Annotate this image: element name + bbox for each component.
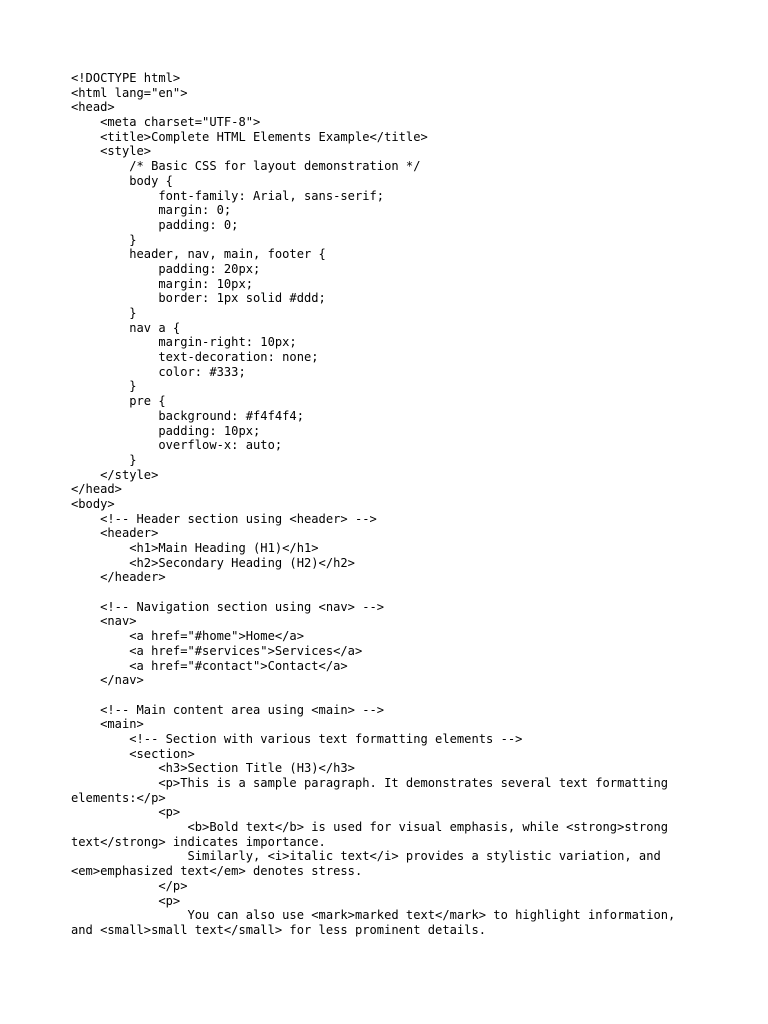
code-line: </p> bbox=[71, 878, 188, 893]
code-line bbox=[71, 585, 711, 600]
code-line: <!-- Header section using <header> --> bbox=[71, 511, 377, 526]
code-line: border: 1px solid #ddd; bbox=[71, 291, 326, 306]
code-line: elements:</p> bbox=[71, 790, 166, 805]
code-line: <p> bbox=[71, 805, 181, 820]
code-line: <!DOCTYPE html> bbox=[71, 71, 181, 85]
code-line: text-decoration: none; bbox=[71, 350, 319, 365]
code-line: color: #333; bbox=[71, 364, 246, 379]
code-line: <b>Bold text</b> is used for visual emphasis, while <strong>strong bbox=[71, 820, 669, 835]
code-line: <a href="#contact">Contact</a> bbox=[71, 658, 348, 673]
code-line: <header> bbox=[71, 526, 159, 541]
code-line: </nav> bbox=[71, 673, 144, 688]
code-line: <title>Complete HTML Elements Example</title> bbox=[71, 129, 428, 144]
code-line: <!-- Navigation section using <nav> --> bbox=[71, 599, 385, 614]
code-line: <nav> bbox=[71, 614, 137, 629]
code-line: </head> bbox=[71, 482, 122, 497]
code-line: padding: 10px; bbox=[71, 423, 261, 438]
code-line: <section> bbox=[71, 746, 195, 761]
code-line: overflow-x: auto; bbox=[71, 438, 283, 453]
code-line: margin: 10px; bbox=[71, 276, 254, 291]
code-line: pre { bbox=[71, 394, 166, 409]
code-line: /* Basic CSS for layout demonstration */ bbox=[71, 159, 421, 174]
code-line: font-family: Arial, sans-serif; bbox=[71, 188, 385, 203]
code-line: <main> bbox=[71, 717, 144, 732]
code-line: <body> bbox=[71, 496, 115, 511]
code-line: margin-right: 10px; bbox=[71, 335, 297, 350]
code-listing bbox=[71, 71, 711, 938]
code-line: nav a { bbox=[71, 320, 181, 335]
code-line: <p> bbox=[71, 893, 181, 908]
code-line: <!-- Main content area using <main> --> bbox=[71, 702, 385, 717]
code-line: margin: 0; bbox=[71, 203, 232, 218]
code-line: <a href="#home">Home</a> bbox=[71, 629, 304, 644]
code-line: } bbox=[71, 452, 137, 467]
code-line: <h1>Main Heading (H1)</h1> bbox=[71, 541, 319, 555]
code-line: </header> bbox=[71, 570, 166, 585]
code-line: <head> bbox=[71, 100, 115, 115]
code-line: header, nav, main, footer { bbox=[71, 247, 326, 262]
code-line: <meta charset="UTF-8"> bbox=[71, 115, 261, 130]
code-line: and <small>small text</small> for less prominent details. bbox=[71, 922, 487, 937]
code-line: <em>emphasized text</em> denotes stress. bbox=[71, 864, 363, 879]
code-line: } bbox=[71, 379, 137, 394]
code-line: <a href="#services">Services</a> bbox=[71, 643, 363, 658]
code-line: body { bbox=[71, 173, 173, 188]
code-line: } bbox=[71, 232, 137, 247]
code-line: text</strong> indicates importance. bbox=[71, 834, 326, 849]
code-line: background: #f4f4f4; bbox=[71, 408, 304, 423]
code-line: padding: 20px; bbox=[71, 261, 261, 276]
code-line: <h3>Section Title (H3)</h3> bbox=[71, 761, 355, 776]
code-line: You can also use <mark>marked text</mark> to highlight information, bbox=[71, 908, 676, 923]
code-line: <html lang="en"> bbox=[71, 85, 188, 100]
code-line: <style> bbox=[71, 144, 152, 159]
code-line: } bbox=[71, 306, 137, 320]
code-line: <p>This is a sample paragraph. It demonstrates several text formatting bbox=[71, 776, 669, 790]
code-line bbox=[71, 688, 711, 703]
code-line: </style> bbox=[71, 467, 159, 482]
code-line: <!-- Section with various text formatting elements --> bbox=[71, 731, 523, 746]
code-line: <h2>Secondary Heading (H2)</h2> bbox=[71, 555, 355, 570]
code-line: padding: 0; bbox=[71, 217, 239, 232]
code-line: Similarly, <i>italic text</i> provides a stylistic variation, and bbox=[71, 849, 661, 864]
